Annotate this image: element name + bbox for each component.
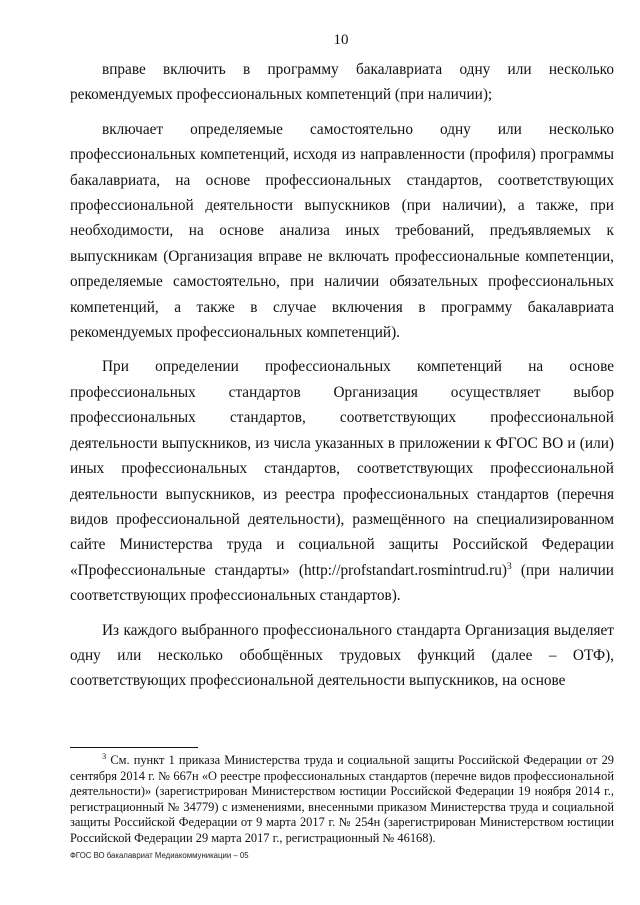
footnote-number: 3 <box>102 750 107 761</box>
body-text <box>70 57 614 694</box>
page-number: 10 <box>333 32 349 48</box>
footnote-text: См. пункт 1 приказа Министерства труда и социальной защиты Российской Федерации от 29 сентября 2014 г. № 667н «О реестре профессиональных стандартов (перечне видов профессиональной деятельности)» (зарегистрирован Министерством юстиции Российской Федерации 19 ноября 2014 г., регистрационный № 34779) с изменениями, внесенными приказом Министерства труда и социальной защиты Российской Федерации от 9 марта 2017 г. № 254н (зарегистрирован Министерством юстиции Российской Федерации 29 марта 2017 г., регистрационный № 46168). <box>70 753 614 845</box>
paragraph-3-text-continued: (при наличии соответствующих профессиональных стандартов). <box>70 561 614 605</box>
footnote <box>70 750 614 847</box>
running-footer: ФГОС ВО бакалавриат Медиакоммуникации – 05 <box>70 851 249 860</box>
paragraph-1: вправе включить в программу бакалавриата одну или несколько рекомендуемых профессиональных компетенций (при наличии); <box>70 61 614 104</box>
paragraph-2: включает определяемые самостоятельно одну или несколько профессиональных компетенций, исходя из направленности (профиля) программы бакалавриата, на основе профессиональных стандартов, соответствующих профессиональной деятельности выпускников (при наличии), а также, при необходимости, на основе анализа иных требований, предъявляемых к выпускникам (Организация вправе не включать профессиональные компетенции, определяемые самостоятельно, при наличии обязательных профессиональных компетенций, а также в случае включения в программу бакалавриата рекомендуемых профессиональных компетенций). <box>70 120 614 342</box>
footnote-separator <box>70 747 198 748</box>
paragraph-3-text: При определении профессиональных компетенций на основе профессиональных стандартов Организация осуществляет выбор профессиональных стандартов, соответствующих профессиональной деятельности выпускников, из числа указанных в приложении к ФГОС ВО и (или) иных профессиональных стандартов, соответствующих профессиональной деятельности выпускников, из реестра профессиональных стандартов (перечня видов профессиональной деятельности), размещённого на специализированном сайте Министерства труда и социальной защиты Российской Федерации «Профессиональные стандарты» (http://profstandart.rosmintrud.ru) <box>70 358 614 579</box>
paragraph-3 <box>70 354 614 608</box>
paragraph-4: Из каждого выбранного профессионального стандарта Организация выделяет одну или несколько обобщённых трудовых функций (далее – ОТФ), соответствующих профессиональной деятельности выпускников, на основе <box>70 621 614 690</box>
footnote-reference[interactable]: 3 <box>507 561 512 572</box>
